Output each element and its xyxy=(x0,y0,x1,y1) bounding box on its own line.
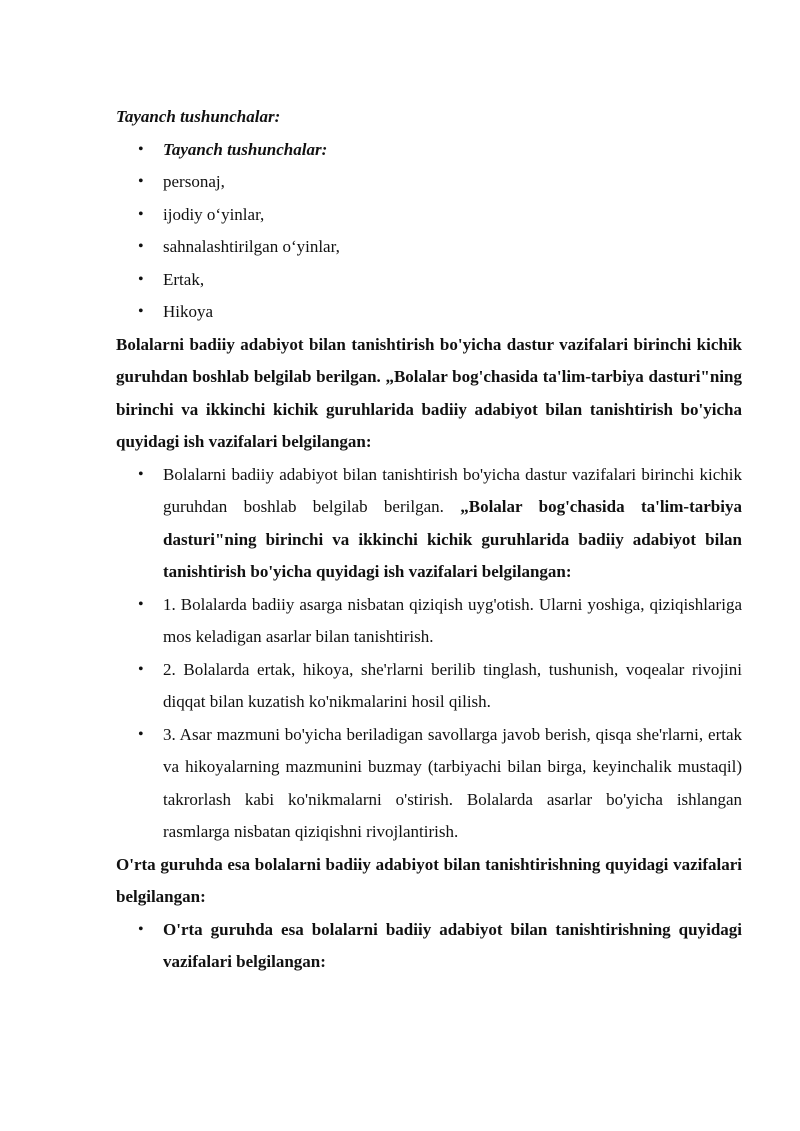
middle-group-list xyxy=(116,914,742,979)
bullet-icon: • xyxy=(138,238,144,255)
list-item-text: Tayanch tushunchalar: xyxy=(163,139,328,159)
middle-group-paragraph: O'rta guruhda esa bolalarni badiiy adabiyot bilan tanishtirishning quyidagi vazifalari belgilangan: xyxy=(116,854,742,906)
list-item xyxy=(116,719,742,849)
key-concepts-list xyxy=(116,134,742,329)
list-item xyxy=(116,914,742,979)
bullet-icon: • xyxy=(138,303,144,320)
list-item-text: 3. Asar mazmuni bo'yicha beriladigan savollarga javob berish, qisqa she'rlarni, ertak va hikoyalarning mazmunini buzmay (tarbiyachi bilan birga, keyinchalik mustaqil) takrorlash kabi ko'nikmalarni o'stirish. Bolalarda asarlar bo'yicha ishlangan rasmlarga nisbatan qiziqishni rivojlantirish. xyxy=(163,724,742,841)
list-item-text: 1. Bolalarda badiiy asarga nisbatan qiziqish uyg'otish. Ularni yoshiga, qiziqishlariga mos keladigan asarlar bilan tanishtirish. xyxy=(163,594,742,646)
list-item xyxy=(116,199,742,232)
list-item xyxy=(116,264,742,297)
list-item-text: O'rta guruhda esa bolalarni badiiy adabiyot bilan tanishtirishning quyidagi vazifalari belgilangan: xyxy=(163,919,742,971)
document-page xyxy=(116,101,742,979)
bullet-icon: • xyxy=(138,595,144,613)
list-item xyxy=(116,589,742,654)
bullet-icon: • xyxy=(138,660,144,678)
bullet-icon: • xyxy=(138,920,144,938)
list-item-bold-text: „Bolalar bog'chasida ta'lim-tarbiya dasturi"ning birinchi va ikkinchi kichik guruhlarida badiiy adabiyot bilan tanishtirish bo'yicha quyidagi ish vazifalari belgilangan: xyxy=(163,497,742,581)
list-item xyxy=(116,166,742,199)
list-item xyxy=(116,296,742,329)
intro-paragraph: Bolalarni badiiy adabiyot bilan tanishtirish bo'yicha dastur vazifalari birinchi kichik guruhdan boshlab belgilab berilgan. „Bolalar bog'chasida ta'lim-tarbiya dasturi"ning birinchi va ikkinchi kichik guruhlarida badiiy adabiyot bilan tanishtirish bo'yicha quyidagi ish vazifalari belgilangan: xyxy=(116,334,742,451)
list-item-text: sahnalashtirilgan o‘yinlar, xyxy=(163,237,340,256)
list-item-text: 2. Bolalarda ertak, hikoya, she'rlarni berilib tinglash, tushunish, voqealar rivojini diqqat bilan kuzatish ko'nikmalarini hosil qilish. xyxy=(163,659,742,711)
list-item xyxy=(116,231,742,264)
list-item-text: ijodiy o‘yinlar, xyxy=(163,204,265,224)
section-heading: Tayanch tushunchalar: xyxy=(116,107,281,126)
bullet-icon: • xyxy=(138,725,144,743)
tasks-list xyxy=(116,459,742,849)
bullet-icon: • xyxy=(138,270,144,288)
list-item-text: Bolalarni badiiy adabiyot bilan tanishtirish bo'yicha dastur vazifalari birinchi kichik guruhdan boshlab belgilab berilgan. xyxy=(163,464,742,516)
bullet-icon: • xyxy=(138,173,144,190)
list-item xyxy=(116,654,742,719)
bullet-icon: • xyxy=(138,465,144,483)
list-item xyxy=(116,459,742,589)
bullet-icon: • xyxy=(138,140,144,158)
list-item-text: Ertak, xyxy=(163,269,205,289)
list-item-text: personaj, xyxy=(163,172,225,191)
list-item-text: Hikoya xyxy=(163,302,214,321)
bullet-icon: • xyxy=(138,205,144,223)
list-item xyxy=(116,134,742,167)
